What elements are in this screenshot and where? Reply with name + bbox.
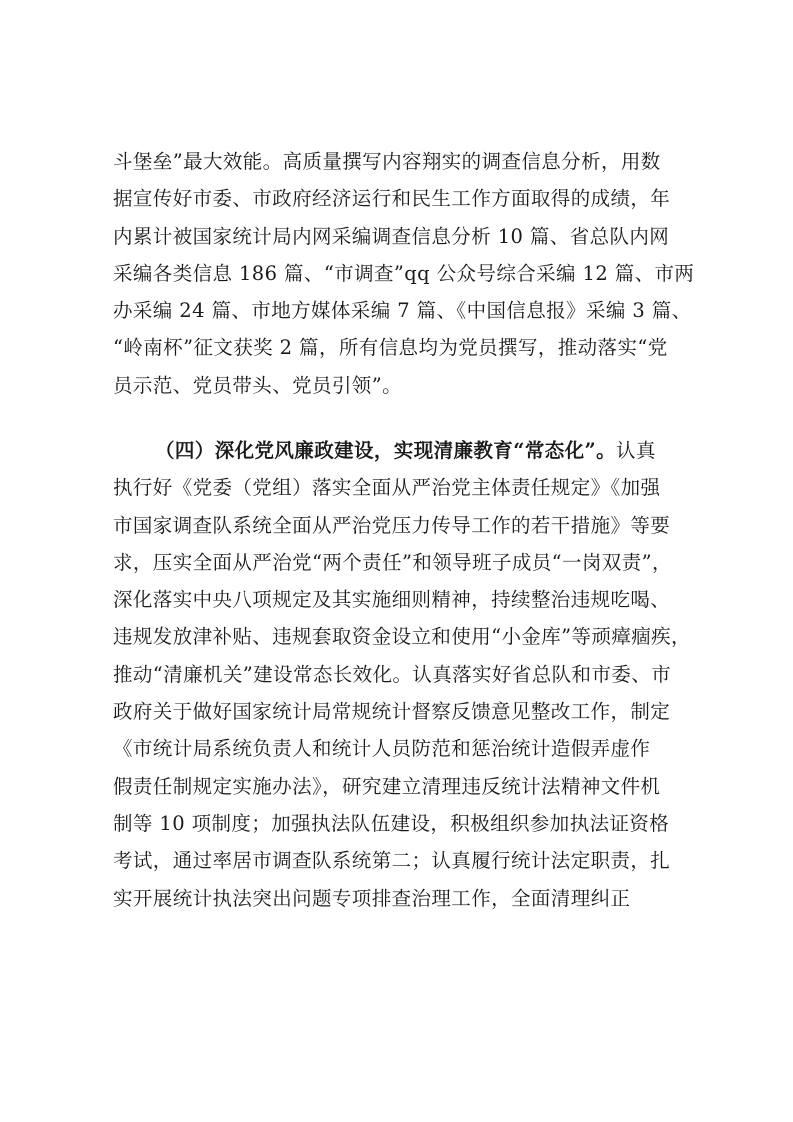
text-fragment: 认真 bbox=[616, 439, 656, 462]
paragraph-information-work bbox=[113, 143, 693, 404]
text-line: 制等 10 项制度；加强执法队伍建设，积极组织参加执法证资格 bbox=[113, 811, 670, 835]
text-line: 求，压实全面从严治党“两个责任”和领导班子成员“一岗双责”， bbox=[113, 550, 672, 574]
text-line: 员示范、党员带头、党员引领”。 bbox=[113, 373, 402, 397]
text-line: “岭南杯”征文获奖 2 篇，所有信息均为党员撰写，推动落实“党 bbox=[113, 336, 668, 360]
text-line: 深化落实中央八项规定及其实施细则精神，持续整治违规吃喝、 bbox=[113, 588, 671, 612]
text-line: 推动“清廉机关”建设常态长效化。认真落实好省总队和市委、市 bbox=[113, 662, 672, 686]
text-line: 内累计被国家统计局内网采编调查信息分析 10 篇、省总队内网 bbox=[113, 224, 670, 248]
text-line: 假责任制规定实施办法》，研究建立清理违反统计法精神文件机 bbox=[113, 774, 661, 798]
section-first-line bbox=[113, 432, 693, 469]
text-line: 采编各类信息 186 篇、“市调查”qq 公众号综合采编 12 篇、市两 bbox=[113, 261, 695, 285]
paragraph-clean-governance bbox=[113, 432, 693, 917]
text-line: 斗堡垒”最大效能。高质量撰写内容翔实的调查信息分析，用数 bbox=[113, 150, 661, 173]
text-line: 办采编 24 篇、市地方媒体采编 7 篇、《中国信息报》采编 3 篇、 bbox=[113, 299, 692, 323]
section-heading: （四）深化党风廉政建设，实现清廉教育“常态化”。 bbox=[155, 439, 617, 462]
text-line: 违规发放津补贴、违规套取资金设立和使用“小金库”等顽瘴痼疾， bbox=[113, 625, 691, 649]
text-line: 市国家调查队系统全面从严治党压力传导工作的若干措施》等要 bbox=[113, 513, 671, 537]
text-line: 《市统计局系统负责人和统计人员防范和惩治统计造假弄虚作 bbox=[113, 737, 651, 761]
text-line: 考试，通过率居市调查队系统第二；认真履行统计法定职责，扎 bbox=[113, 849, 671, 873]
text-line: 政府关于做好国家统计局常规统计督察反馈意见整改工作，制定 bbox=[113, 700, 671, 724]
text-line: 实开展统计执法突出问题专项排查治理工作，全面清理纠正 bbox=[113, 886, 631, 910]
text-line: 据宣传好市委、市政府经济运行和民生工作方面取得的成绩，年 bbox=[113, 187, 671, 211]
text-line: 执行好《党委（党组）落实全面从严治党主体责任规定》《加强 bbox=[113, 476, 661, 500]
